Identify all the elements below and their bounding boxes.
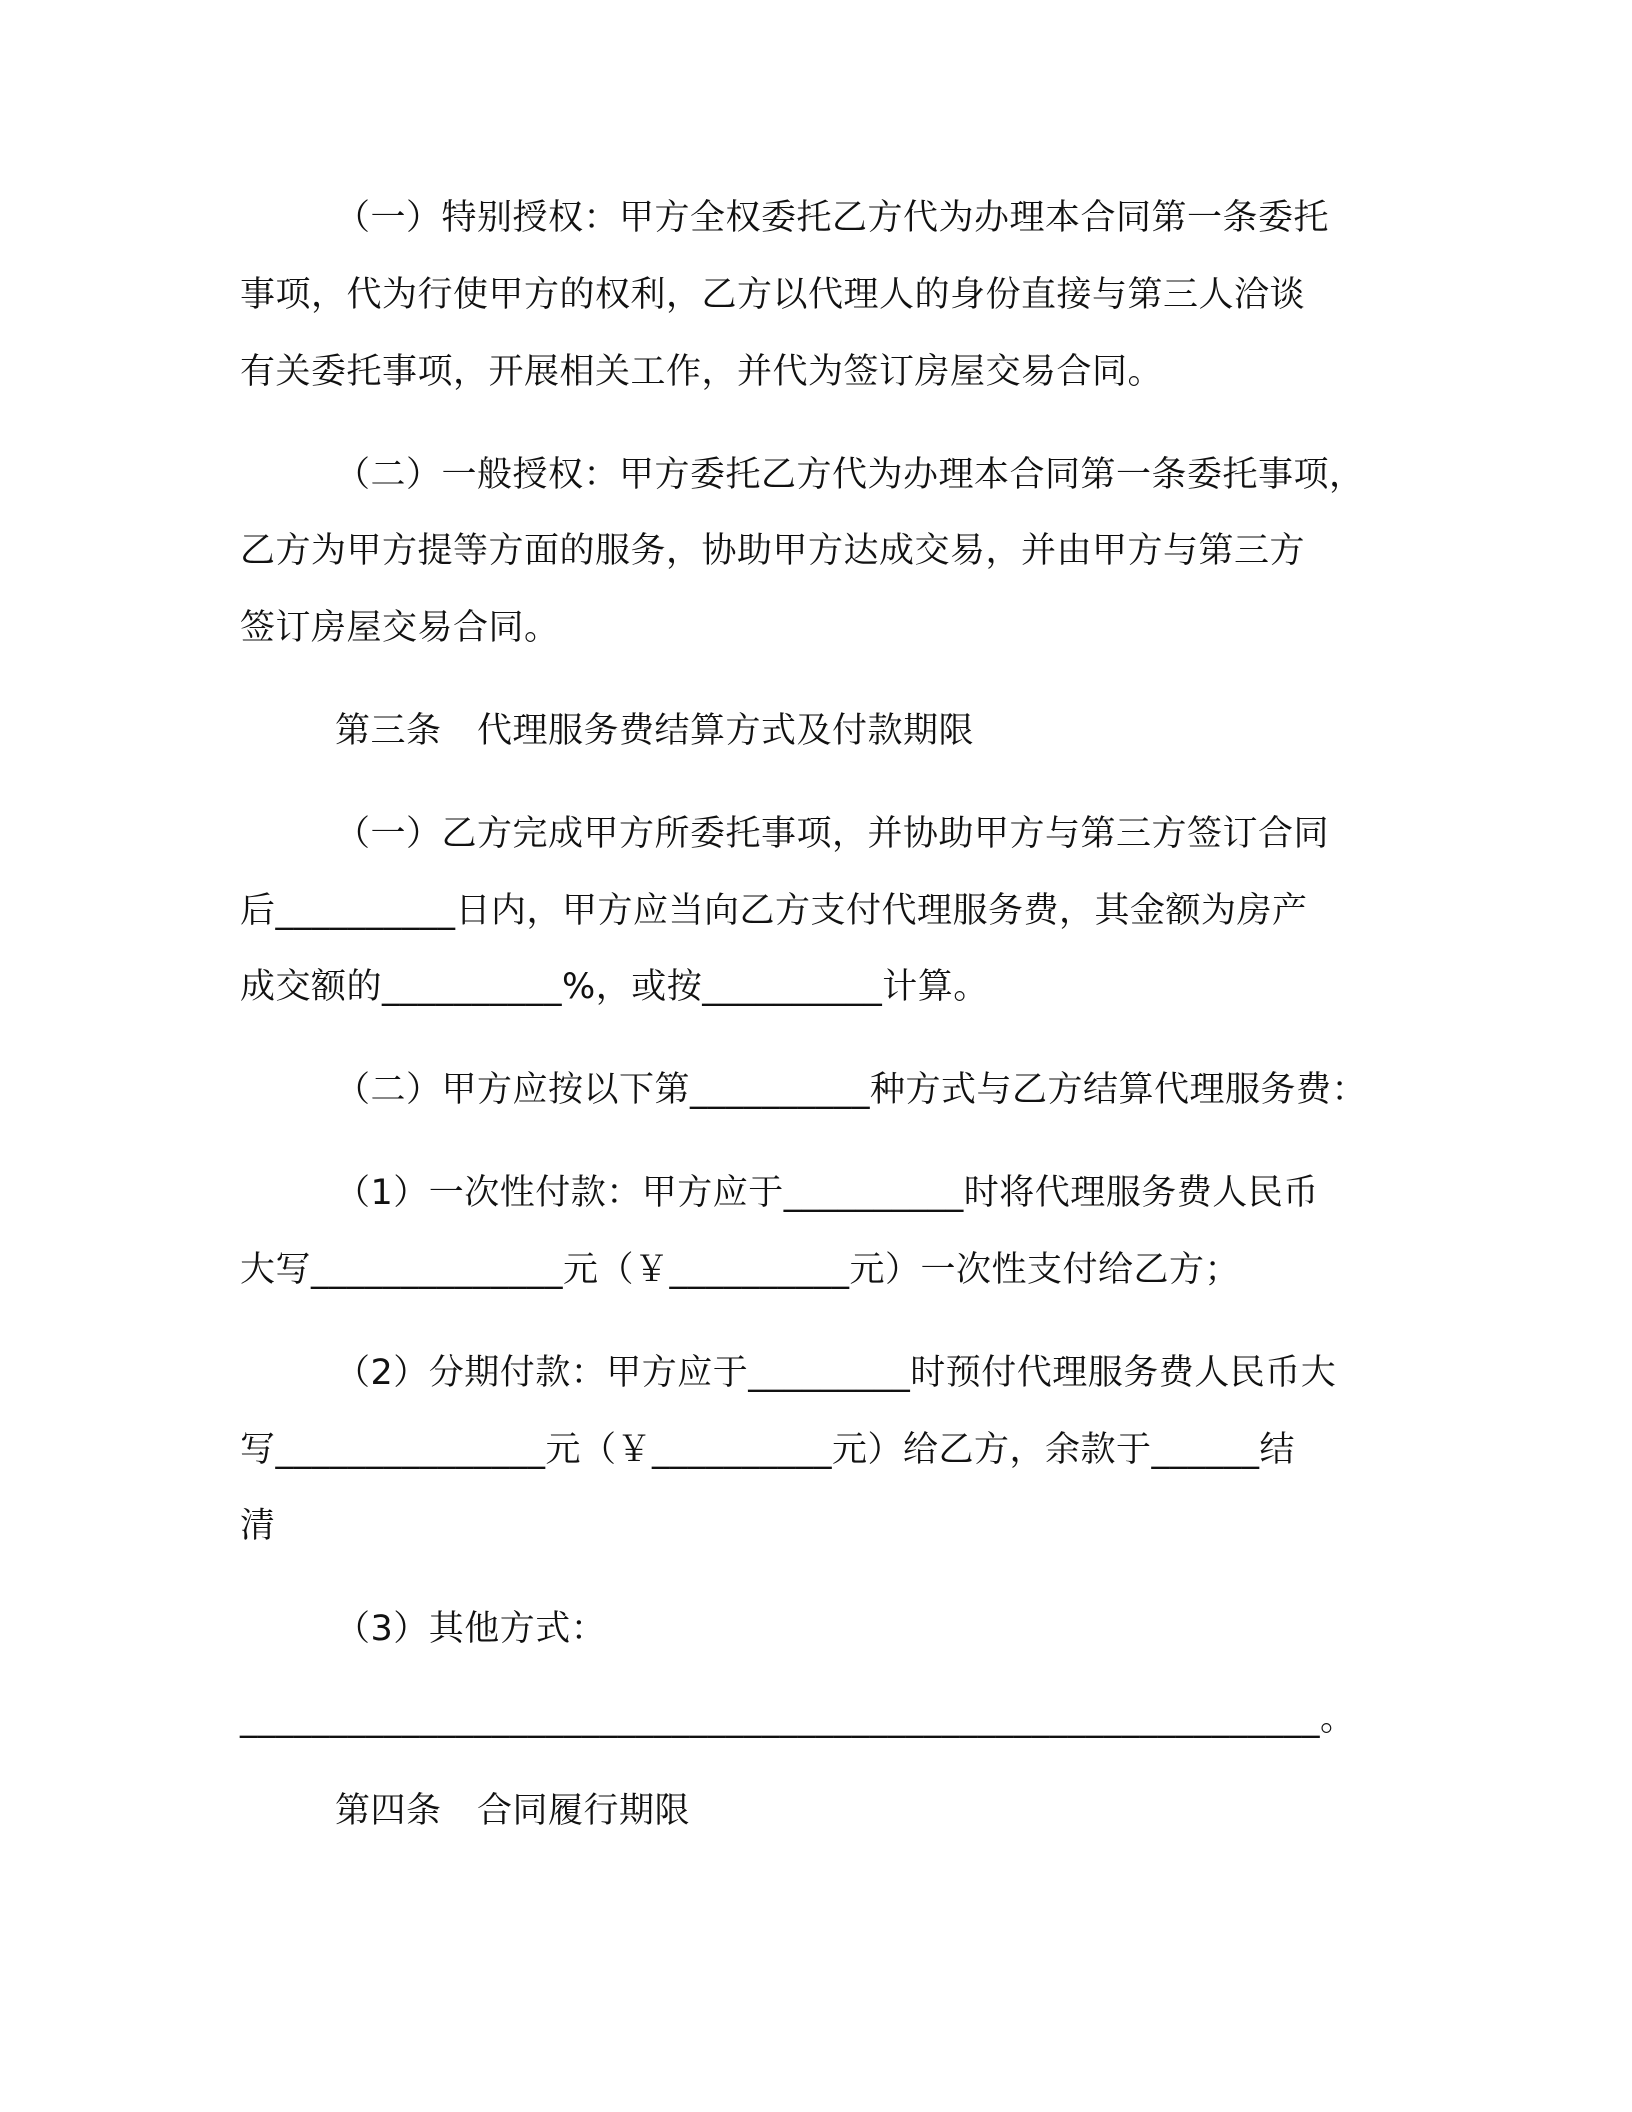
paragraph-line: （二）甲方应按以下第__________种方式与乙方结算代理服务费：	[335, 1070, 1368, 1110]
paragraph-line: （1）一次性付款：甲方应于__________时将代理服务费人民币	[335, 1173, 1319, 1213]
paragraph-line: 成交额的__________%，或按__________计算。	[240, 967, 989, 1007]
paragraph-line: 大写______________元（￥__________元）一次性支付给乙方；	[240, 1250, 1241, 1290]
paragraph-line: 签订房屋交易合同。	[240, 608, 560, 648]
paragraph-line: （一）乙方完成甲方所委托事项，并协助甲方与第三方签订合同	[335, 814, 1330, 854]
paragraph-line: 乙方为甲方提等方面的服务，协助甲方达成交易，并由甲方与第三方	[240, 531, 1306, 571]
paragraph-line: （一）特别授权：甲方全权委托乙方代为办理本合同第一条委托	[335, 198, 1330, 238]
paragraph-line: 写_______________元（￥__________元）给乙方，余款于______结	[240, 1430, 1296, 1470]
paragraph-line: 有关委托事项，开展相关工作，并代为签订房屋交易合同。	[240, 352, 1164, 392]
paragraph-line: 事项，代为行使甲方的权利，乙方以代理人的身份直接与第三人洽谈	[240, 275, 1306, 315]
paragraph-line: 清	[240, 1506, 276, 1546]
paragraph-line: （3）其他方式：	[335, 1609, 607, 1649]
blank-fill-line: ____________________________________________________________。	[240, 1699, 1356, 1739]
paragraph-line: （二）一般授权：甲方委托乙方代为办理本合同第一条委托事项，	[335, 455, 1365, 495]
section-heading: 第四条 合同履行期限	[335, 1791, 691, 1831]
paragraph-line: 后__________日内，甲方应当向乙方支付代理服务费，其金额为房产	[240, 891, 1308, 931]
paragraph-line: （2）分期付款：甲方应于_________时预付代理服务费人民币大	[335, 1353, 1337, 1393]
section-heading: 第三条 代理服务费结算方式及付款期限	[335, 711, 975, 751]
